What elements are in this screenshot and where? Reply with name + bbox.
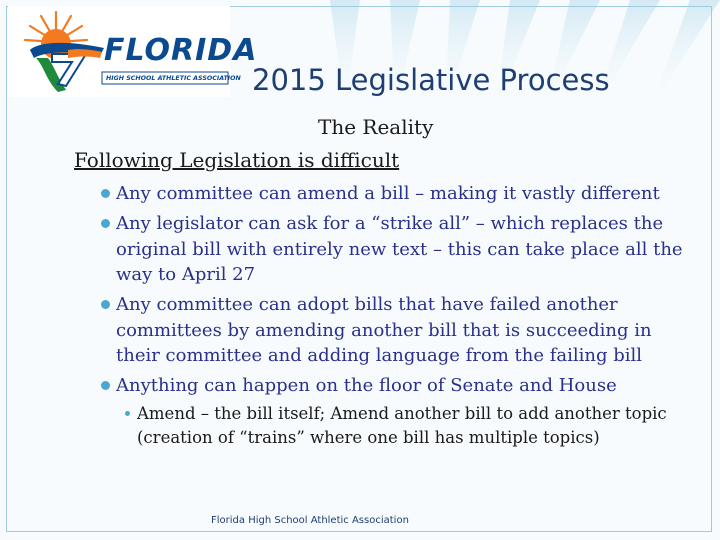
slide-title: 2015 Legislative Process	[252, 63, 610, 97]
bullet-item	[116, 211, 696, 288]
sub-bullet-text: Amend – the bill itself; Amend another bill to add another topic (creation of “trains” where one bill has multiple topics)	[137, 404, 667, 447]
logo-wordmark: FLORIDA	[104, 33, 258, 68]
sub-bullet-dot-icon	[125, 411, 130, 416]
bullet-item	[116, 373, 696, 399]
bullet-text: Anything can happen on the floor of Senate and House	[116, 375, 617, 396]
fhsaa-logo	[8, 6, 258, 97]
bullet-dot-icon	[101, 300, 110, 309]
sub-bullet-item	[137, 402, 697, 449]
bullet-dot-icon	[101, 189, 110, 198]
section-heading: Following Legislation is difficult	[74, 148, 400, 172]
slide-subtitle: The Reality	[318, 115, 434, 139]
bullet-item	[116, 292, 696, 369]
logo-tagline: HIGH SCHOOL ATHLETIC ASSOCIATION	[106, 75, 241, 82]
bullet-dot-icon	[101, 381, 110, 390]
bullet-item	[116, 181, 696, 207]
bullet-text: Any committee can adopt bills that have failed another committees by amending another bill that is succeeding in their committee and adding language from the failing bill	[116, 294, 652, 366]
bullet-dot-icon	[101, 219, 110, 228]
footer-text: Florida High School Athletic Association	[211, 515, 409, 526]
bullet-text: Any committee can amend a bill – making it vastly different	[116, 183, 660, 204]
bullet-text: Any legislator can ask for a “strike all” – which replaces the original bill with entirely new text – this can take place all the way to April 27	[116, 213, 683, 285]
